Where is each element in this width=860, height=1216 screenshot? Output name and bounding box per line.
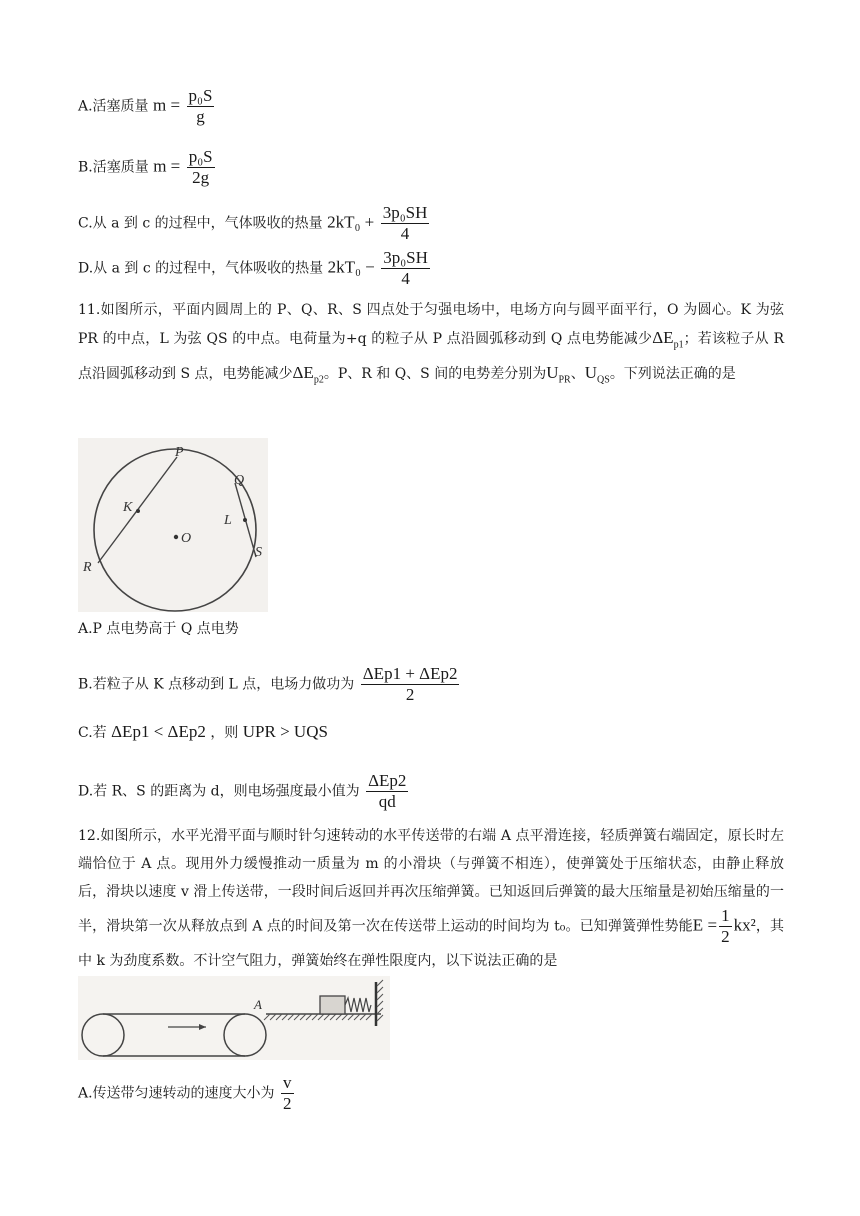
numerator: v (283, 1073, 292, 1092)
slider-block (320, 996, 345, 1014)
result-expr: UPR > UQS (242, 722, 328, 741)
circle-figure (78, 438, 268, 612)
point-o (174, 535, 178, 539)
separator: 、 (570, 366, 585, 383)
option-text: ，则 (210, 725, 239, 741)
math-lhs: 2kT₀ + (327, 212, 375, 232)
option-11b (78, 664, 461, 705)
option-label: B.活塞质量 (78, 159, 149, 176)
math-symbol: ΔE (652, 328, 674, 347)
numerator: ΔEp1 + ΔEp2 (362, 664, 458, 683)
label-p: P (175, 445, 184, 460)
option-label: D.若 R、S 的距离为 d，则电场强度最小值为 (78, 783, 360, 800)
option-10a (78, 86, 216, 127)
fraction (187, 147, 215, 188)
fraction (366, 771, 408, 812)
option-label: D.从 a 到 c 的过程中，气体吸收的热量 (78, 260, 324, 277)
denominator: g (196, 107, 205, 126)
fraction (281, 1073, 294, 1114)
fraction (381, 203, 430, 244)
math-lhs: m = (153, 95, 181, 115)
delta-ep1 (652, 328, 684, 351)
denominator: qd (378, 792, 396, 811)
point-l (243, 518, 247, 522)
option-label: A.传送带匀速转动的速度大小为 (78, 1085, 275, 1102)
option-10c (78, 203, 431, 244)
conveyor-figure (78, 976, 390, 1060)
numerator: 1 (721, 906, 730, 925)
math-rhs: kx² (733, 915, 756, 935)
fraction (361, 664, 460, 705)
stem-text: 12.如图所示，水平光滑平面与顺时针匀速转动的水平传送带的右端 A 点平滑连接，轻质弹簧右端固定，原长时左端恰位于 A 点。现用外力缓慢推动一质量为 m 的小滑块（与弹簧不相连），使弹簧处于压缩状态，由静止释放后，滑块以速度 v 滑上传送带，一段时间后返回并再次压缩弹簧。已知返回后弹簧的最大压缩量是初始压缩量的一半，滑块第一次从释放点到 A 点的时间及第一次在传送带上运动的时间均为 t₀。已知弹簧弹性势能 (78, 828, 784, 935)
fraction (381, 248, 430, 289)
option-11d (78, 771, 410, 812)
fraction (719, 906, 732, 947)
numerator: 3p₀SH (382, 203, 428, 222)
label-l: L (224, 513, 232, 528)
numerator: p₀S (188, 86, 213, 105)
denominator: 2 (405, 685, 415, 704)
question-11-stem (78, 296, 784, 395)
option-label: C.若 (78, 725, 107, 741)
math-lhs: E = (692, 915, 718, 935)
numerator: ΔEp2 (368, 771, 407, 790)
delta-ep2 (292, 363, 324, 386)
option-11a: A.P 点电势高于 Q 点电势 (78, 621, 239, 637)
figure-background (78, 438, 268, 612)
math-symbol: U (584, 363, 598, 383)
option-12a (78, 1073, 296, 1114)
stem-text: 。下列说法正确的是 (609, 366, 736, 383)
label-r: R (83, 560, 92, 575)
numerator: p₀S (188, 147, 213, 166)
math-subscript: p2 (313, 374, 324, 386)
option-label: C.从 a 到 c 的过程中，气体吸收的热量 (78, 215, 323, 232)
denominator: 4 (401, 269, 410, 288)
option-10d (78, 248, 432, 289)
math-subscript: QS (597, 374, 610, 386)
figure-background (78, 976, 390, 1060)
u-pr (546, 363, 571, 386)
math-symbol: U (546, 363, 559, 383)
stem-text: ，其中 k 为劲度系数。不计空气阻力，弹簧始终在弹性限度内，以下说法正确的是 (78, 918, 784, 969)
stem-text: 11.如图所示，平面内圆周上的 P、Q、R、S 四点处于匀强电场中，电场方向与圆平面平行，O 为圆心。K 为弦 PR 的中点，L 为弦 QS 的中点。电荷量为+q 的粒子从 P 点沿圆弧移动到 Q 点电势能减少 (78, 302, 784, 347)
math-symbol: ΔE (292, 363, 314, 383)
option-label: A.活塞质量 (78, 98, 149, 115)
option-10b (78, 147, 217, 188)
label-k: K (123, 500, 133, 515)
denominator: 2 (721, 927, 730, 946)
math-subscript: PR (558, 374, 571, 386)
math-lhs: 2kT₀ − (327, 257, 375, 277)
label-q: Q (234, 473, 245, 488)
option-11c (78, 722, 328, 743)
denominator: 2 (283, 1094, 292, 1113)
denominator: 4 (400, 224, 410, 243)
option-label: B.若粒子从 K 点移动到 L 点，电场力做功为 (78, 676, 355, 693)
fraction (187, 86, 215, 127)
denominator: 2g (192, 168, 210, 187)
u-qs (584, 363, 610, 386)
label-s: S (255, 545, 262, 560)
question-12-stem (78, 822, 784, 975)
condition-expr: ΔEp1 < ΔEp2 (111, 722, 206, 741)
label-a: A (254, 997, 262, 1012)
numerator: 3p₀SH (383, 248, 428, 267)
label-o: O (181, 531, 192, 546)
stem-text: ；若该粒子从 R 点沿圆弧移动到 S 点，电势能减少 (78, 331, 784, 383)
math-lhs: m = (153, 156, 181, 176)
math-subscript: p1 (673, 339, 684, 351)
point-k (136, 509, 140, 513)
stem-text: 。P、R 和 Q、S 间的电势差分别为 (323, 366, 547, 383)
